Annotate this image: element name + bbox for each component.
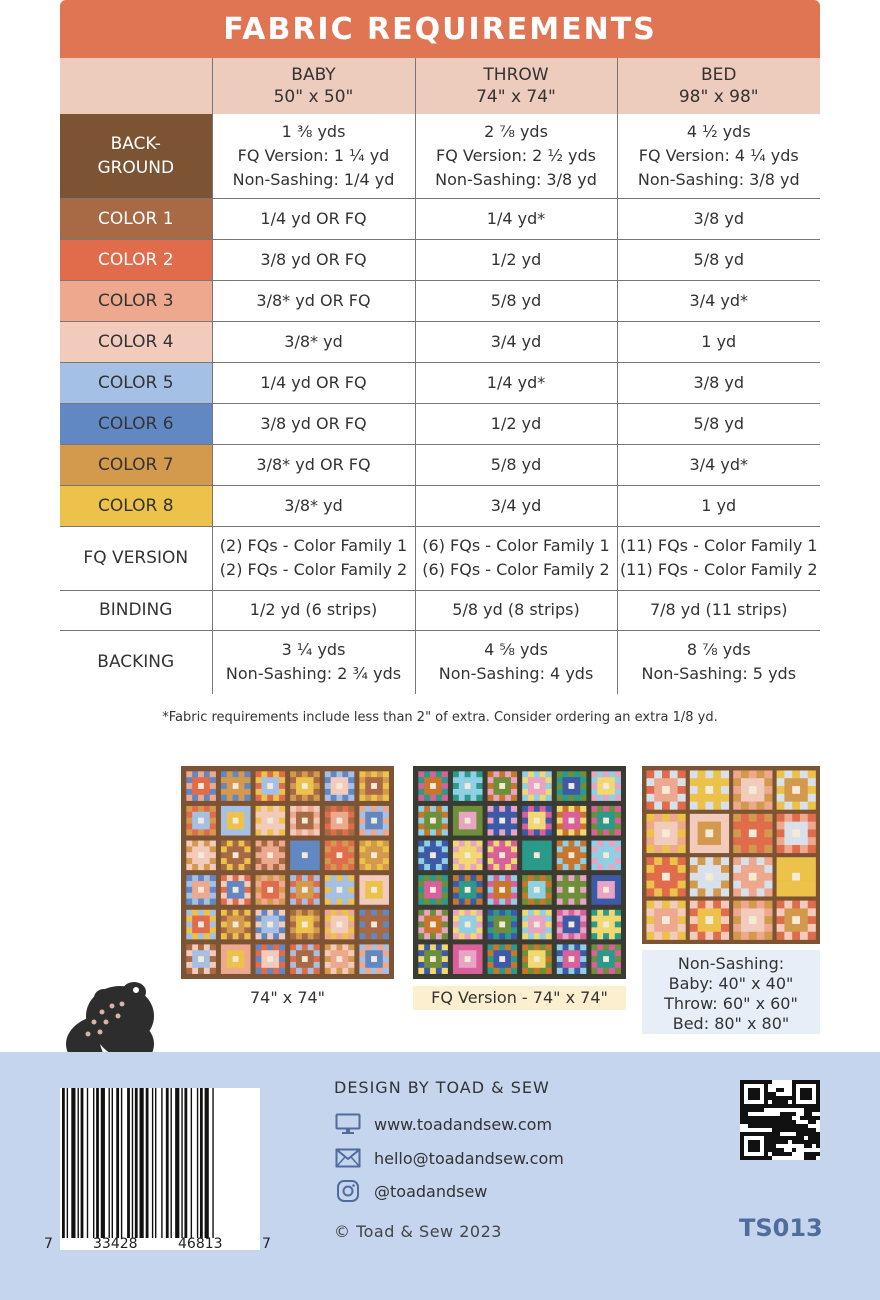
table-cell: 4 ⅝ yds Non-Sashing: 4 yds (415, 630, 617, 694)
row-label: COLOR 4 (60, 321, 212, 362)
table-cell: 3/8* yd (212, 321, 415, 362)
footnote: *Fabric requirements include less than 2" of extra. Consider ordering an extra 1/8 yd. (162, 710, 718, 725)
table-cell: 3 ¼ yds Non-Sashing: 2 ¾ yds (212, 630, 415, 694)
table-cell: (11) FQs - Color Family 1 (11) FQs - Color Family 2 (617, 526, 820, 590)
table-cell: 5/8 yd (8 strips) (415, 590, 617, 630)
instagram-text[interactable]: @toadandsew (374, 1181, 488, 1201)
table-cell: 1/4 yd* (415, 362, 617, 403)
row-label: BINDING (60, 590, 212, 630)
quilt-fq-image (413, 766, 626, 979)
table-cell: 3/4 yd* (617, 444, 820, 485)
page-title: FABRIC REQUIREMENTS (223, 11, 657, 47)
table-row (60, 114, 820, 198)
quilt-main-caption: 74" x 74" (249, 988, 326, 1007)
table-row (60, 280, 820, 321)
table-row (60, 198, 820, 239)
website-text[interactable]: www.toadandsew.com (374, 1114, 553, 1134)
table-cell: 3/8* yd OR FQ (212, 280, 415, 321)
quilt-preview-non-sashing (642, 766, 820, 944)
row-label: BACK- GROUND (60, 114, 212, 198)
table-cell: 5/8 yd (415, 280, 617, 321)
email-link[interactable] (334, 1146, 564, 1170)
quilt-preview-main (181, 766, 394, 979)
copyright-text: © Toad & Sew 2023 (334, 1222, 502, 1241)
title-banner (60, 0, 820, 58)
table-cell: (2) FQs - Color Family 1 (2) FQs - Color Family 2 (212, 526, 415, 590)
header-blank-cell (60, 58, 212, 114)
column-header-baby: BABY 50" x 50" (212, 58, 415, 114)
table-cell: 1/4 yd OR FQ (212, 362, 415, 403)
column-header-throw: THROW 74" x 74" (415, 58, 617, 114)
row-label: FQ VERSION (60, 526, 212, 590)
column-header-bed: BED 98" x 98" (617, 58, 820, 114)
table-cell: 1/2 yd (6 strips) (212, 590, 415, 630)
qr-code[interactable] (740, 1080, 820, 1164)
table-cell: 1 yd (617, 485, 820, 526)
table-cell: 3/8 yd OR FQ (212, 239, 415, 280)
table-row (60, 630, 820, 694)
quilt-non-sashing-caption: Non-Sashing: Baby: 40" x 40" Throw: 60" x 60" Bed: 80" x 80" (642, 950, 820, 1034)
table-row (60, 403, 820, 444)
envelope-icon (334, 1146, 362, 1170)
monitor-icon (334, 1112, 362, 1136)
table-cell: 3/4 yd (415, 485, 617, 526)
table-cell: 3/8 yd (617, 198, 820, 239)
table-row (60, 485, 820, 526)
table-row (60, 444, 820, 485)
fabric-requirements-table (60, 58, 820, 694)
table-cell: 5/8 yd (617, 239, 820, 280)
table-cell: 5/8 yd (415, 444, 617, 485)
table-cell: 1/2 yd (415, 403, 617, 444)
barcode-digit-trail: 7 (262, 1236, 271, 1252)
quilt-preview-fq (413, 766, 626, 979)
table-cell: 1 ⅜ yds FQ Version: 1 ¼ yd Non-Sashing: 1/4 yd (212, 114, 415, 198)
table-cell: 1/4 yd OR FQ (212, 198, 415, 239)
website-link[interactable] (334, 1112, 552, 1136)
row-label: COLOR 2 (60, 239, 212, 280)
table-row (60, 590, 820, 630)
barcode (60, 1088, 260, 1254)
design-credit: DESIGN BY TOAD & SEW (334, 1078, 550, 1097)
table-cell: 1/2 yd (415, 239, 617, 280)
quilt-fq-caption: FQ Version - 74" x 74" (413, 986, 626, 1010)
table-row (60, 321, 820, 362)
instagram-icon (334, 1179, 362, 1203)
table-row (60, 239, 820, 280)
table-cell: 4 ½ yds FQ Version: 4 ¼ yds Non-Sashing: 3/8 yd (617, 114, 820, 198)
row-label: BACKING (60, 630, 212, 694)
barcode-digit-lead: 7 (44, 1236, 53, 1252)
table-row (60, 526, 820, 590)
table-header-row (60, 58, 820, 114)
barcode-digits-right: 46813 (178, 1236, 223, 1252)
table-cell: 1/4 yd* (415, 198, 617, 239)
row-label: COLOR 5 (60, 362, 212, 403)
table-cell: (6) FQs - Color Family 1 (6) FQs - Color Family 2 (415, 526, 617, 590)
table-cell: 7/8 yd (11 strips) (617, 590, 820, 630)
table-cell: 3/4 yd* (617, 280, 820, 321)
email-text[interactable]: hello@toadandsew.com (374, 1148, 564, 1168)
table-row (60, 362, 820, 403)
product-code: TS013 (739, 1214, 823, 1242)
table-cell: 1 yd (617, 321, 820, 362)
row-label: COLOR 3 (60, 280, 212, 321)
quilt-non-sashing-image (642, 766, 820, 944)
row-label: COLOR 6 (60, 403, 212, 444)
row-label: COLOR 7 (60, 444, 212, 485)
table-cell: 8 ⅞ yds Non-Sashing: 5 yds (617, 630, 820, 694)
table-cell: 3/8* yd OR FQ (212, 444, 415, 485)
table-cell: 2 ⅞ yds FQ Version: 2 ½ yds Non-Sashing: 3/8 yd (415, 114, 617, 198)
quilt-main-image (181, 766, 394, 979)
table-cell: 3/4 yd (415, 321, 617, 362)
row-label: COLOR 1 (60, 198, 212, 239)
row-label: COLOR 8 (60, 485, 212, 526)
table-cell: 3/8 yd OR FQ (212, 403, 415, 444)
instagram-link[interactable] (334, 1179, 487, 1203)
table-cell: 5/8 yd (617, 403, 820, 444)
table-cell: 3/8 yd (617, 362, 820, 403)
table-cell: 3/8* yd (212, 485, 415, 526)
barcode-digits-left: 33428 (93, 1236, 138, 1252)
